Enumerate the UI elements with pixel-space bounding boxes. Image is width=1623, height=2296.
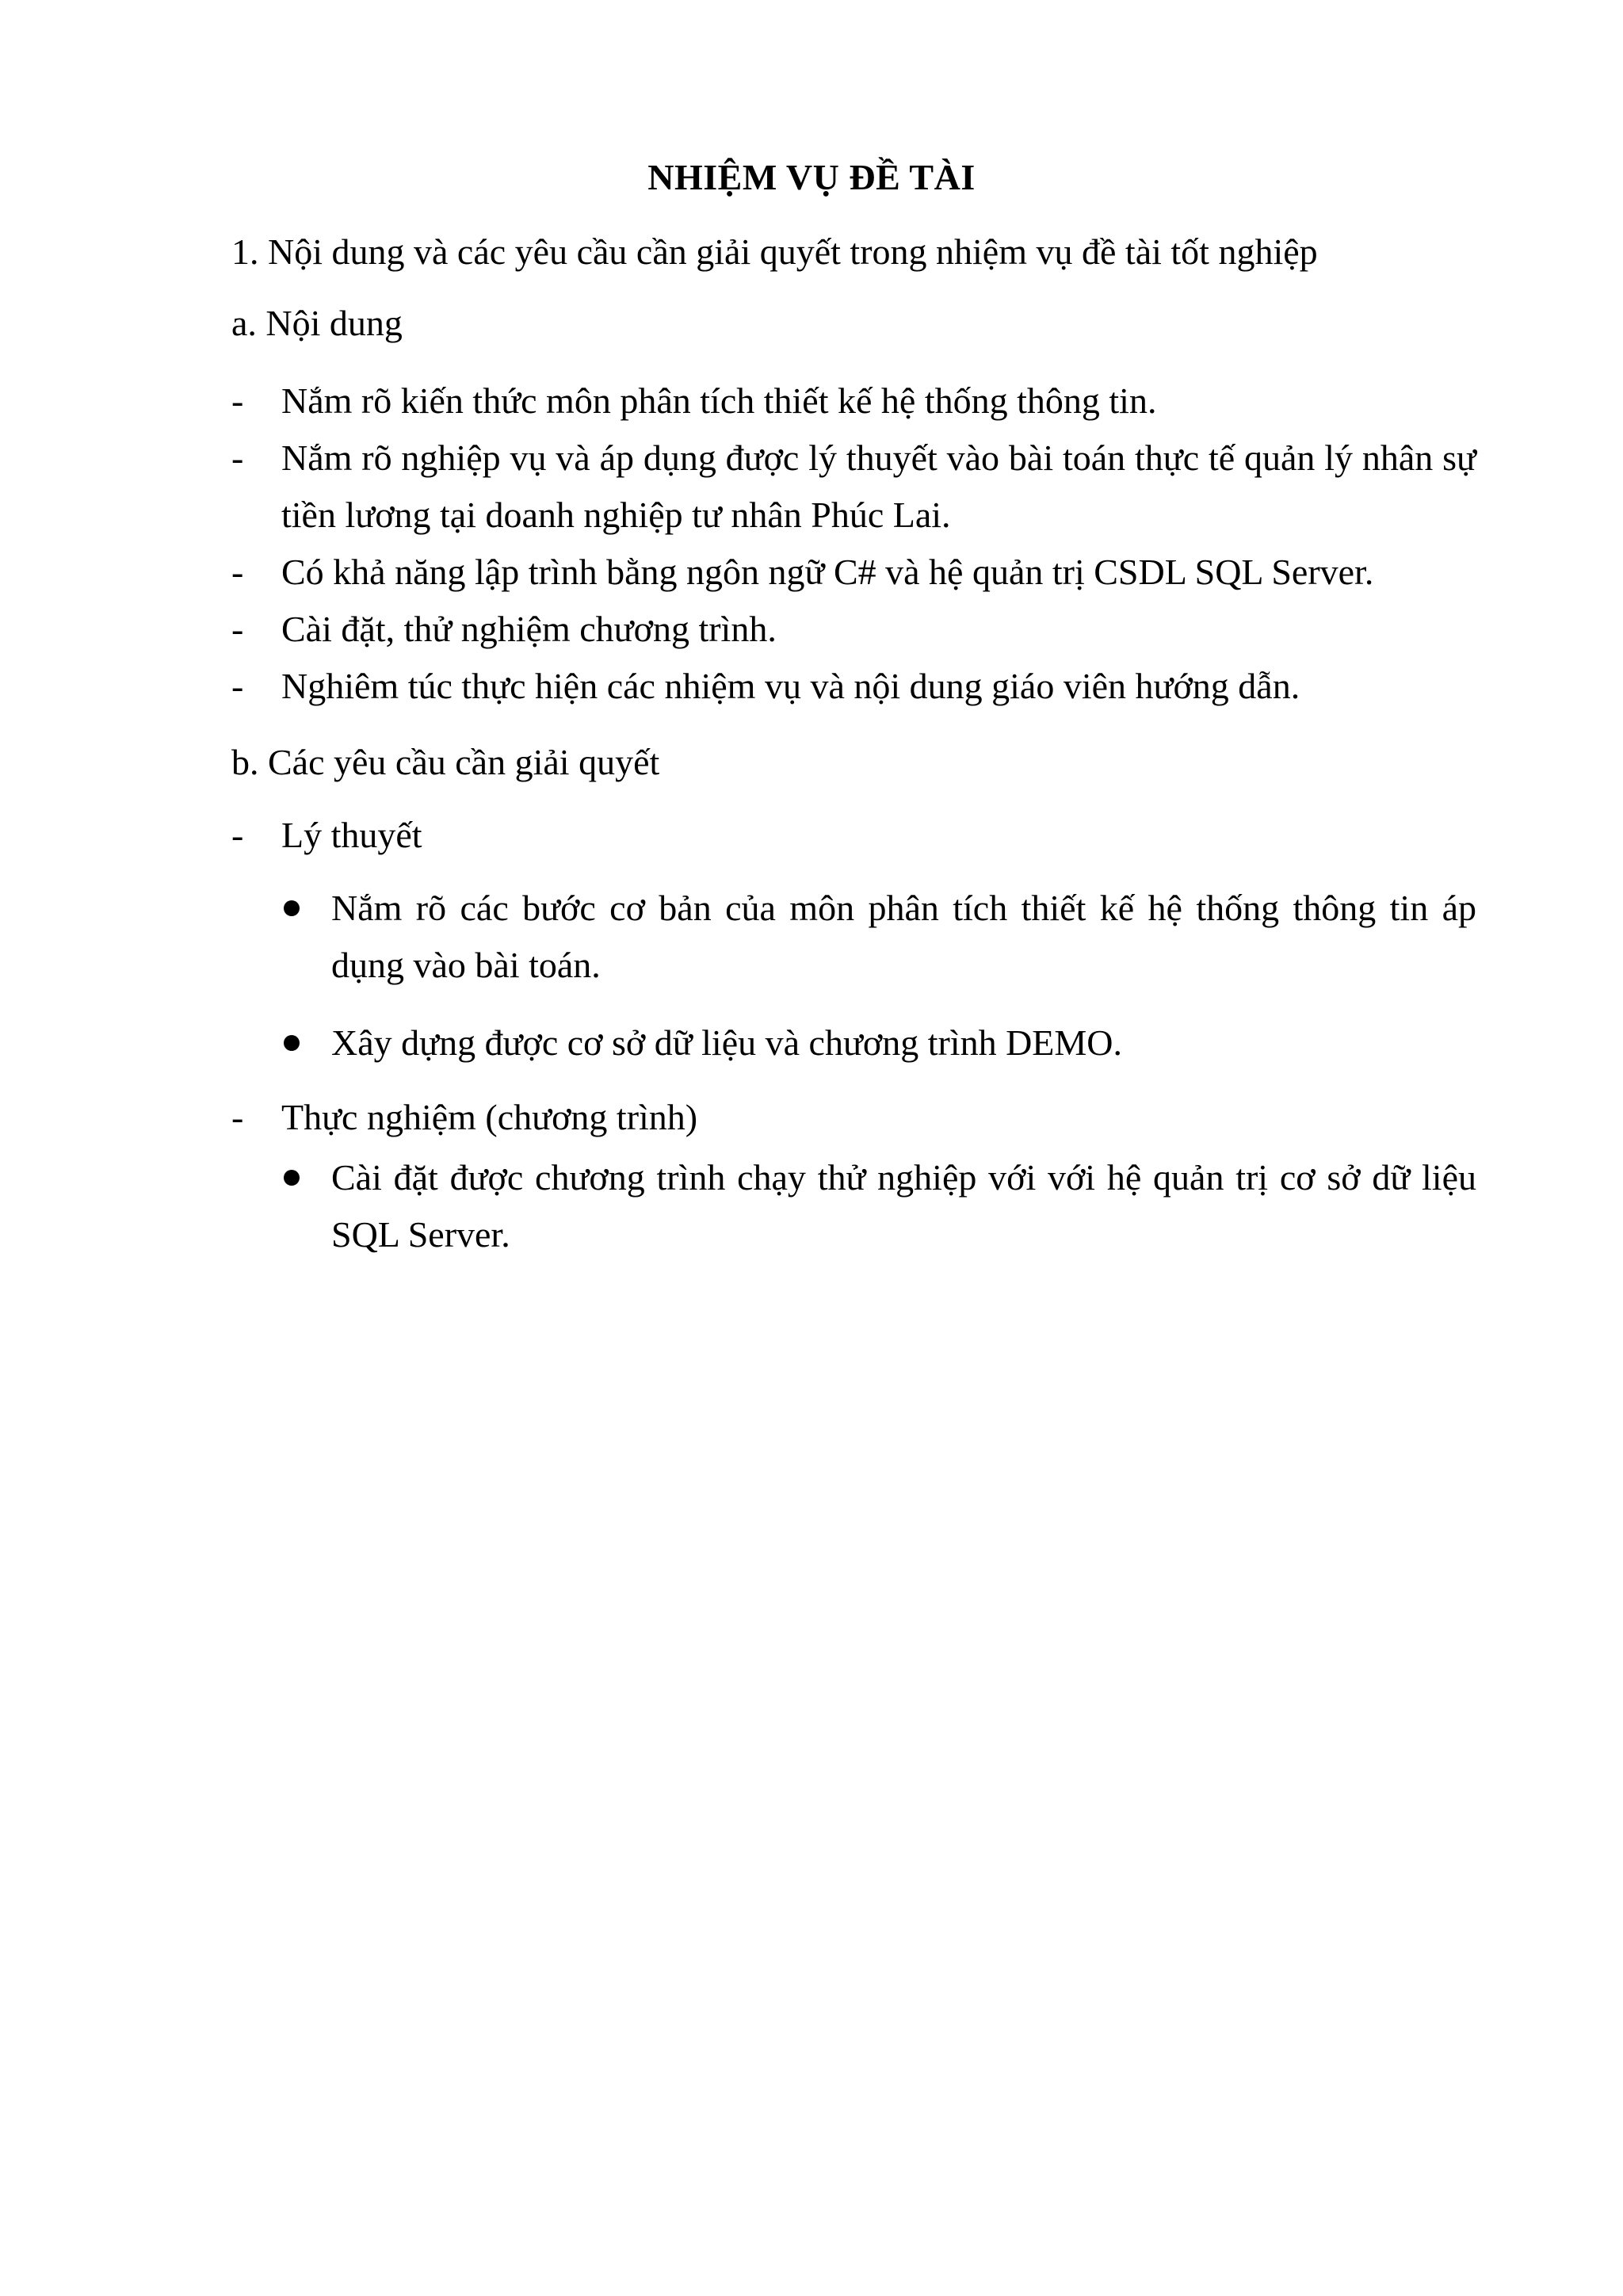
practice-label: Thực nghiệm (chương trình) <box>281 1097 698 1137</box>
list-item: Nắm rõ nghiệp vụ và áp dụng được lý thuyết vào bài toán thực tế quản lý nhân sự tiền lương tại doanh nghiệp tư nhân Phúc Lai. <box>281 437 1476 535</box>
section-heading: 1. Nội dung và các yêu cầu cần giải quyết trong nhiệm vụ đề tài tốt nghiệp <box>231 231 1318 272</box>
list-item: Nghiêm túc thực hiện các nhiệm vụ và nội dung giáo viên hướng dẫn. <box>281 666 1300 706</box>
dash-marker: - <box>231 815 244 855</box>
bullet-icon <box>284 1170 300 1186</box>
subsection-a-heading: a. Nội dung <box>231 303 403 343</box>
theory-label: Lý thuyết <box>281 815 422 855</box>
subsection-b-heading: b. Các yêu cầu cần giải quyết <box>231 742 660 782</box>
dash-marker: - <box>231 609 244 649</box>
dash-marker: - <box>231 666 244 706</box>
bullet-item: Nắm rõ các bước cơ bản của môn phân tích thiết kế hệ thống thông tin áp dụng vào bài toán. <box>331 888 1476 985</box>
dash-marker: - <box>231 1097 244 1137</box>
list-item: Có khả năng lập trình bằng ngôn ngữ C# và hệ quản trị CSDL SQL Server. <box>281 552 1374 592</box>
bullet-item: Cài đặt được chương trình chạy thử nghiệp với với hệ quản trị cơ sở dữ liệu SQL Server. <box>331 1157 1476 1255</box>
dash-marker: - <box>231 437 244 478</box>
dash-marker: - <box>231 380 244 421</box>
bullet-item: Xây dựng được cơ sở dữ liệu và chương trình DEMO. <box>331 1022 1123 1063</box>
page-title: NHIỆM VỤ ĐỀ TÀI <box>647 157 976 197</box>
list-item: Cài đặt, thử nghiệm chương trình. <box>281 609 777 649</box>
bullet-icon <box>284 900 300 916</box>
dash-marker: - <box>231 552 244 592</box>
bullet-icon <box>284 1035 300 1051</box>
list-item: Nắm rõ kiến thức môn phân tích thiết kế hệ thống thông tin. <box>281 380 1157 421</box>
